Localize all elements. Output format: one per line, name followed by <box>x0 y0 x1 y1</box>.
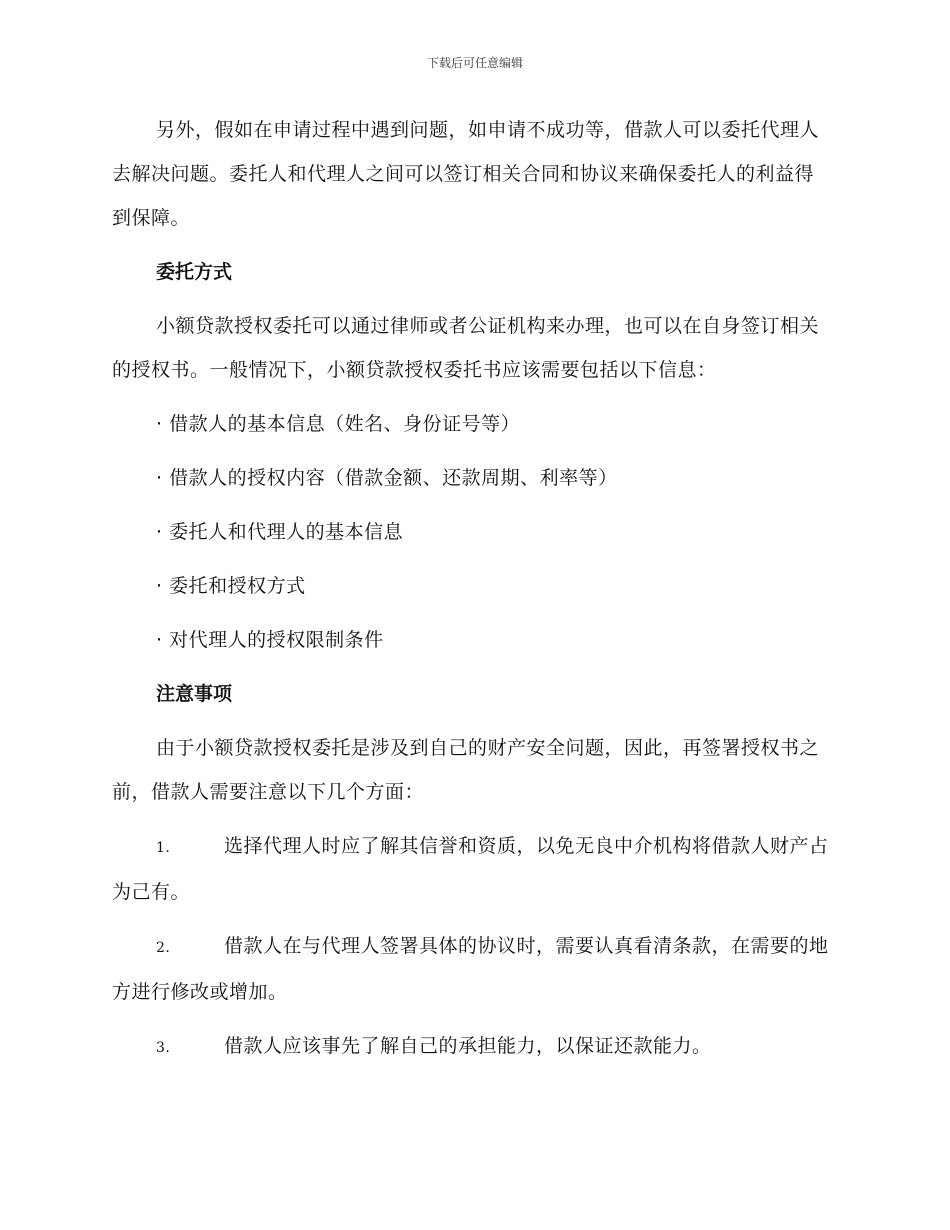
item-number: 1. <box>156 840 171 856</box>
section-heading-precautions: 注意事项 <box>156 683 233 705</box>
numbered-item <box>112 924 832 1014</box>
list-item: · 借款人的基本信息（姓名、身份证号等） <box>156 413 521 435</box>
document-body <box>112 108 832 1080</box>
list-item: · 对代理人的授权限制条件 <box>156 629 384 651</box>
section-heading-delegation-method: 委托方式 <box>156 261 233 283</box>
list-item: · 委托和授权方式 <box>156 575 306 597</box>
numbered-item <box>112 1024 832 1070</box>
item-text: 选择代理人时应了解其信誉和资质，以免无良中介机构将借款人财产占为己有。 <box>112 835 829 903</box>
numbered-item <box>112 824 832 914</box>
precautions-paragraph: 由于小额贷款授权委托是涉及到自己的财产安全问题，因此，再签署授权书之前，借款人需要注意以下几个方面： <box>112 737 820 803</box>
page-header: 下载后可任意编辑 <box>426 56 523 70</box>
bullet-list <box>112 402 832 662</box>
item-text: 借款人在与代理人签署具体的协议时，需要认真看清条款，在需要的地方进行修改或增加。 <box>112 935 829 1003</box>
list-item: · 借款人的授权内容（借款金额、还款周期、利率等） <box>156 467 618 489</box>
delegation-method-paragraph: 小额贷款授权委托可以通过律师或者公证机构来办理，也可以在自身签订相关的授权书。一般情况下，小额贷款授权委托书应该需要包括以下信息： <box>112 315 820 381</box>
numbered-list <box>112 824 832 1070</box>
item-number: 2. <box>156 940 171 956</box>
item-text: 借款人应该事先了解自己的承担能力，以保证还款能力。 <box>224 1035 712 1057</box>
item-number: 3. <box>156 1040 171 1056</box>
intro-paragraph: 另外，假如在申请过程中遇到问题，如申请不成功等，借款人可以委托代理人去解决问题。委托人和代理人之间可以签订相关合同和协议来确保委托人的利益得到保障。 <box>112 119 820 229</box>
list-item: · 委托人和代理人的基本信息 <box>156 521 404 543</box>
